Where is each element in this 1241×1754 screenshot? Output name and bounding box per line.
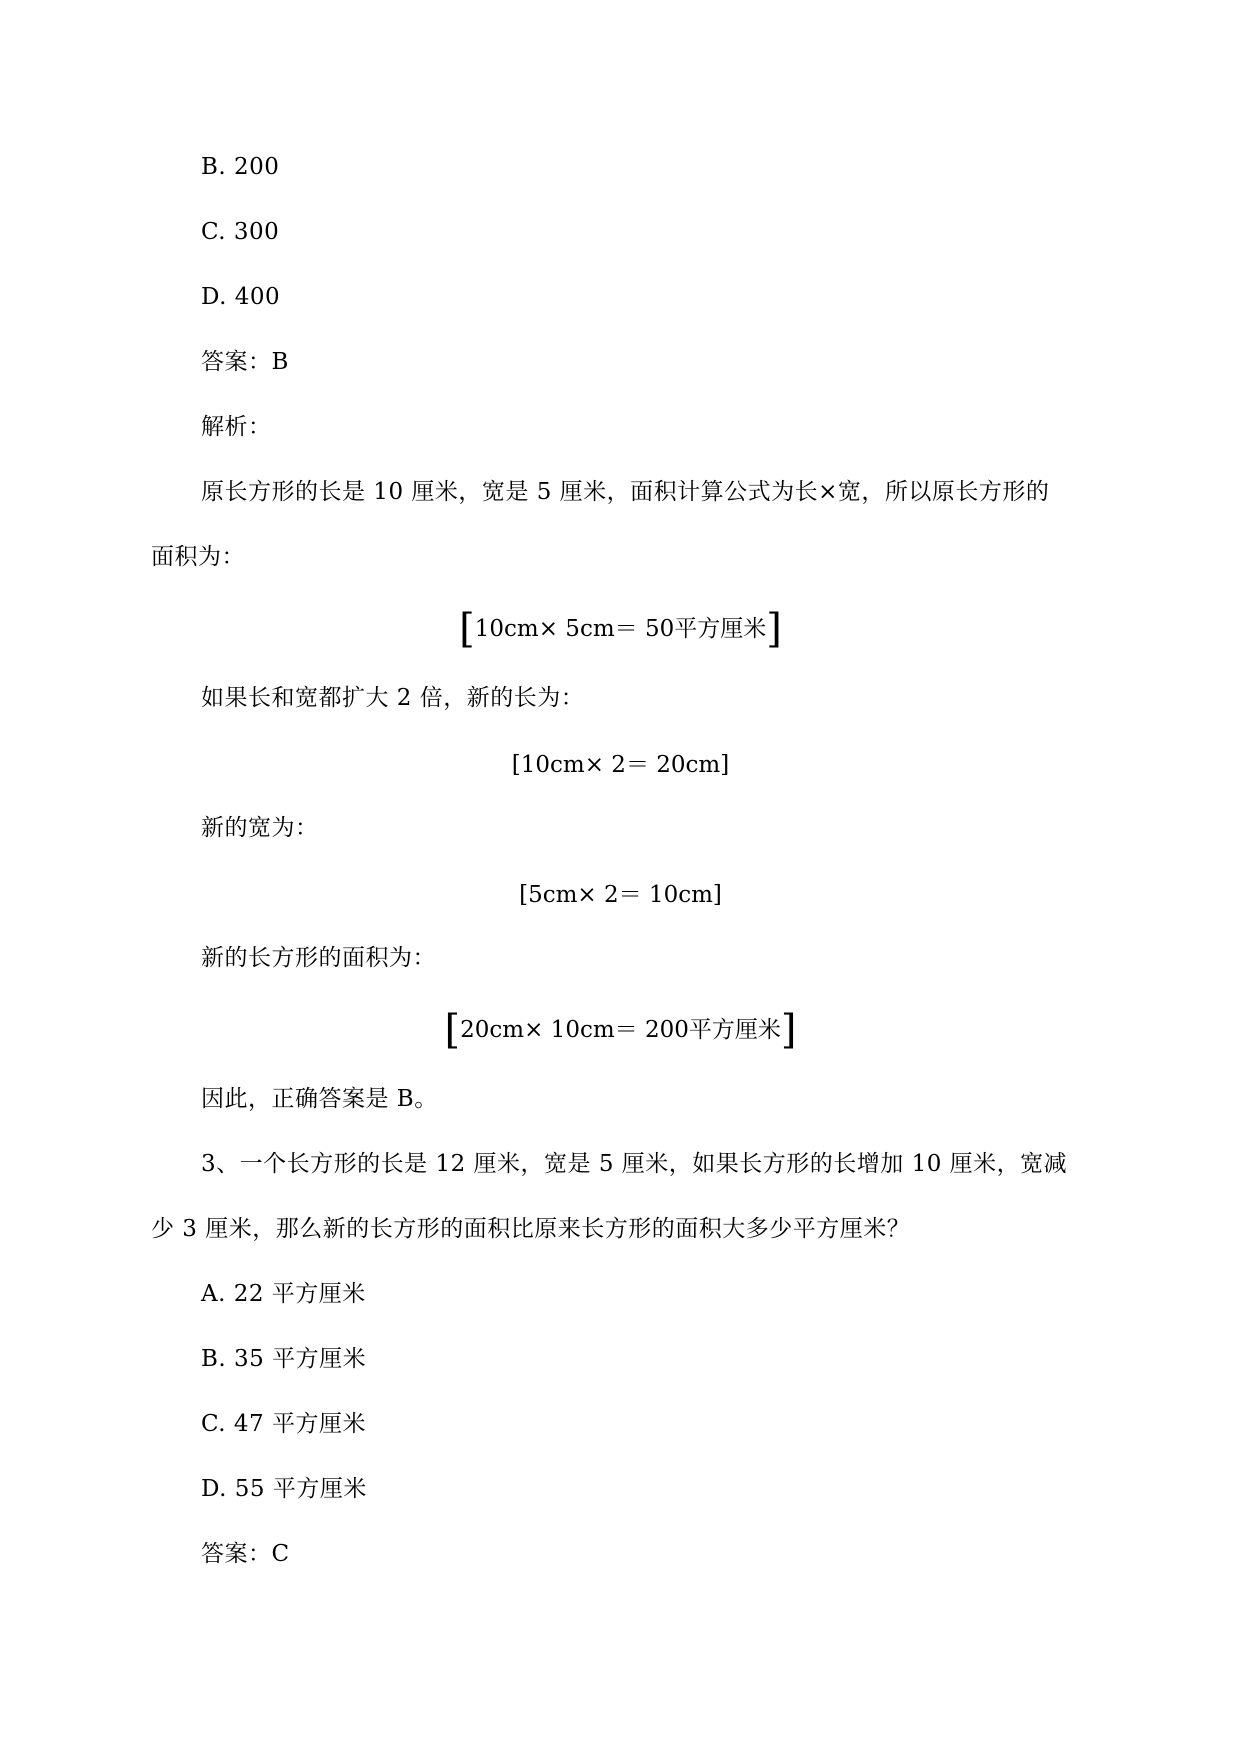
analysis-paragraph-1a: 原长方形的长是 10 厘米，宽是 5 厘米，面积计算公式为长×宽，所以原长方形的 — [201, 479, 1050, 505]
option-b-200: B. 200 — [201, 154, 280, 180]
analysis-paragraph-4: 新的长方形的面积为： — [201, 945, 436, 971]
formula-body: 5cm× 2＝ 10cm — [528, 882, 713, 908]
analysis-heading: 解析： — [201, 414, 272, 440]
formula-body: 10cm× 2＝ 20cm — [520, 752, 721, 778]
question-3-option-a: A. 22 平方厘米 — [201, 1281, 366, 1307]
formula-new-area — [0, 1007, 1241, 1053]
formula-open-bracket: [ — [459, 606, 475, 652]
question-3-line-a: 3、一个长方形的长是 12 厘米，宽是 5 厘米，如果长方形的长增加 10 厘米，宽减 — [201, 1151, 1068, 1177]
question-3-option-c: C. 47 平方厘米 — [201, 1411, 366, 1437]
formula-close-bracket: ] — [712, 882, 722, 908]
analysis-conclusion: 因此，正确答案是 B。 — [201, 1086, 438, 1112]
formula-new-length — [0, 750, 1241, 780]
formula-body: 20cm× 10cm＝ 200平方厘米 — [460, 1017, 781, 1043]
answer-line-1: 答案：B — [201, 349, 289, 375]
formula-body: 10cm× 5cm＝ 50平方厘米 — [474, 616, 767, 642]
analysis-paragraph-2: 如果长和宽都扩大 2 倍，新的长为： — [201, 685, 585, 711]
formula-close-bracket: ] — [766, 606, 782, 652]
formula-close-bracket: ] — [780, 1007, 797, 1053]
option-d-400: D. 400 — [201, 284, 281, 310]
question-3-line-b: 少 3 厘米，那么新的长方形的面积比原来长方形的面积大多少平方厘米？ — [151, 1216, 911, 1242]
analysis-paragraph-3: 新的宽为： — [201, 815, 319, 841]
formula-open-bracket: [ — [444, 1007, 461, 1053]
formula-new-width — [0, 880, 1241, 910]
formula-close-bracket: ] — [720, 752, 730, 778]
formula-open-bracket: [ — [511, 752, 521, 778]
formula-original-area — [0, 606, 1241, 652]
formula-open-bracket: [ — [519, 882, 529, 908]
question-3-option-b: B. 35 平方厘米 — [201, 1346, 367, 1372]
option-c-300: C. 300 — [201, 219, 280, 245]
answer-line-3: 答案：C — [201, 1541, 290, 1567]
question-3-option-d: D. 55 平方厘米 — [201, 1476, 367, 1502]
analysis-paragraph-1b: 面积为： — [151, 544, 245, 570]
